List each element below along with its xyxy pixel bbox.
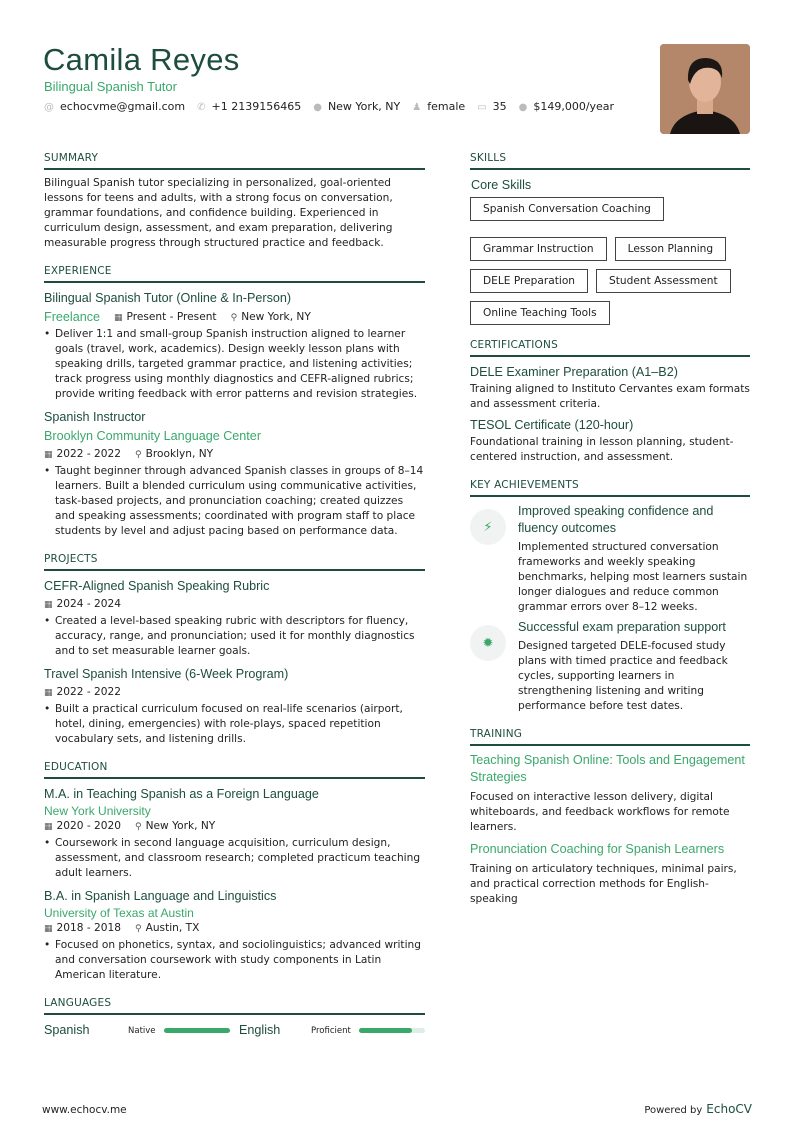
language-bar — [164, 1028, 230, 1033]
project-title: Travel Spanish Intensive (6-Week Program) — [44, 667, 289, 681]
section-heading: EDUCATION — [44, 761, 425, 779]
dates: 2022 - 2022 — [56, 448, 121, 460]
certifications-section: CERTIFICATIONS DELE Examiner Preparation (A1–B2) Training aligned to Instituto Cervantes exam formats and assessment criteria. TESOL Certificate (120-hour) Foundational training in lesson planning, student-centered instruction, and assessment. — [470, 339, 750, 463]
languages-section — [44, 997, 425, 1040]
skill-tag: Grammar Instruction — [470, 237, 607, 261]
contact-row — [44, 100, 614, 113]
section-heading: SKILLS — [470, 152, 750, 170]
profile-photo — [660, 44, 750, 134]
organization: Brooklyn Community Language Center — [44, 429, 262, 443]
skills-group: Core Skills — [471, 178, 532, 192]
calendar-icon: ▦ — [44, 924, 53, 934]
role: Spanish Instructor — [44, 410, 146, 424]
contact-age: ▭ 35 — [477, 100, 507, 113]
section-heading: LANGUAGES — [44, 997, 425, 1015]
footer-website[interactable]: www.echocv.me — [42, 1104, 127, 1116]
language-name: Spanish — [44, 1023, 90, 1037]
location-icon: ⚲ — [135, 924, 142, 934]
user-icon: ♟ — [412, 102, 422, 113]
dates: Present - Present — [126, 310, 217, 323]
contact-phone: ✆ +1 2139156465 — [197, 100, 302, 113]
gear-icon: ✹ — [470, 625, 506, 661]
brand-logo: EchoCV — [706, 1102, 752, 1116]
achievements-section — [470, 479, 750, 714]
section-heading: PROJECTS — [44, 553, 425, 571]
summary-text: Bilingual Spanish tutor specializing in personalized, goal-oriented lessons for teens and adults, with a strong focus on conversation, grammar foundations, and confidence building. Experienced in curriculum design, assessment, and exam preparation, delivering measurable progress through structured practice and feedback. — [44, 177, 393, 249]
education-section: EDUCATION M.A. in Teaching Spanish as a Foreign Language New York University ▦ 2020 - 2020 ⚲ New York, NY • Coursework in second language acquisition, curriculum design, assessment, and classroom research; completed practicum teaching adult learners. B.A. in Spanish Language and Linguistics University of Texas at Austin ▦ 2018 - 2018 ⚲ Austin, TX • Focused on phonetics, syntax, and sociolinguistics; advanced writing and conversation coursework with study components in Latin American literature. — [44, 761, 425, 983]
project-title: CEFR-Aligned Spanish Speaking Rubric — [44, 579, 270, 593]
calendar-icon: ▭ — [477, 102, 487, 113]
language-level: Proficient — [311, 1025, 351, 1036]
location: New York, NY — [241, 310, 311, 323]
language-bar — [359, 1028, 425, 1033]
bullet: Deliver 1:1 and small-group Spanish instruction aligned to learner goals (travel, work, academics). Design weekly lesson plans with speaking drills, targeted grammar practice, and listening activities; track progress using monthly diagnostics and CEFR-aligned rubrics; provide writing feedback with error patterns and revision strategies. — [55, 328, 418, 400]
achievement-item: ⚡ Improved speaking confidence and fluency outcomes Implemented structured conversation frameworks and weekly speaking benchmarks, helping most learners sustain longer dialogues and reduce common grammar errors over 8–12 weeks. — [470, 503, 750, 615]
candidate-name: Camila Reyes — [43, 42, 240, 77]
experience-item: Spanish Instructor Brooklyn Community Language Center ▦ 2022 - 2022 ⚲ Brooklyn, NY • Taught beginner through advanced Spanish classes in groups of 8–14 learners. Built a blended curriculum using communicative activities, task-based projects, and pronunciation coaching; created quizzes and speaking assessments; coordinated with program staff to place students by level and adjust pacing based on performance data. — [44, 410, 424, 537]
degree: B.A. in Spanish Language and Linguistics — [44, 889, 277, 903]
summary-section — [44, 152, 425, 251]
projects-section: PROJECTS CEFR-Aligned Spanish Speaking Rubric ▦ 2024 - 2024 • Created a level-based speaking rubric with descriptors for fluency, accuracy, range, and pronunciation; used it for monthly diagnostics and to set measurable learner goals. Travel Spanish Intensive (6-Week Program) ▦ 2022 - 2022 • Built a practical curriculum focused on real-life scenarios (airport, hotel, dining, emergencies) with role-plays, spaced repetition vocabulary sets, and listening drills. — [44, 553, 425, 747]
experience-section — [44, 265, 425, 539]
footer-powered: Powered by EchoCV — [644, 1102, 752, 1116]
calendar-icon: ▦ — [44, 688, 53, 698]
location: Brooklyn, NY — [145, 448, 214, 460]
at-icon: @ — [44, 102, 54, 113]
school: New York University — [44, 804, 151, 818]
training-section: TRAINING Teaching Spanish Online: Tools and Engagement Strategies Focused on interactive lesson delivery, digital whiteboards, and feedback workflows for remote learners. Pronunciation Coaching for Spanish Learners Training on articulatory techniques, minimal pairs, and practical correction methods for English-speaking — [470, 728, 750, 907]
skill-tag: Student Assessment — [596, 269, 731, 293]
contact-location: ● New York, NY — [313, 100, 401, 113]
language-level: Native — [128, 1025, 156, 1036]
degree: M.A. in Teaching Spanish as a Foreign Language — [44, 787, 319, 801]
location-icon: ⚲ — [135, 822, 142, 832]
organization: Freelance — [44, 310, 101, 324]
school: University of Texas at Austin — [44, 906, 194, 920]
section-heading: SUMMARY — [44, 152, 425, 170]
contact-email: @ echocvme@gmail.com — [44, 100, 186, 113]
bullet: Taught beginner through advanced Spanish classes in groups of 8–14 learners. Built a blended curriculum using communicative activities, task-based projects, and pronunciation coaching; created quizzes and speaking assessments; coordinated with program staff to place students by level and adjust pacing based on performance data. — [55, 465, 424, 537]
contact-gender: ♟ female — [412, 100, 466, 113]
bolt-icon: ⚡ — [470, 509, 506, 545]
skills-section — [470, 152, 750, 325]
section-heading: CERTIFICATIONS — [470, 339, 750, 357]
role: Bilingual Spanish Tutor (Online & In-Person) — [44, 291, 292, 305]
section-heading: KEY ACHIEVEMENTS — [470, 479, 750, 497]
language-name: English — [239, 1023, 281, 1037]
skill-tag: Spanish Conversation Coaching — [470, 197, 664, 221]
location-icon: ⚲ — [230, 312, 238, 323]
section-heading: EXPERIENCE — [44, 265, 425, 283]
calendar-icon: ▦ — [44, 600, 53, 610]
calendar-icon: ▦ — [114, 312, 123, 323]
achievement-item: ✹ Successful exam preparation support Designed targeted DELE-focused study plans with timed practice and feedback cycles, supporting learners in strengthening listening and writing performance before test dates. — [470, 619, 750, 714]
experience-item: Bilingual Spanish Tutor (Online & In-Person) Freelance ▦ Present - Present ⚲ New York, NY • Deliver 1:1 and small-group Spanish instruction aligned to learner goals (travel, work, academics). Design weekly lesson plans with speaking drills, targeted grammar practice, and listening activities; track progress using monthly diagnostics and CEFR-aligned rubrics; provide writing feedback with error patterns and revision strategies. — [44, 289, 425, 402]
money-icon: ● — [518, 102, 528, 113]
phone-icon: ✆ — [197, 102, 206, 113]
location-icon: ⚲ — [135, 450, 142, 460]
skill-tag: DELE Preparation — [470, 269, 588, 293]
calendar-icon: ▦ — [44, 822, 53, 832]
calendar-icon: ▦ — [44, 450, 53, 460]
job-title: Bilingual Spanish Tutor — [44, 79, 177, 94]
location-icon: ● — [313, 102, 322, 113]
section-heading: TRAINING — [470, 728, 750, 746]
contact-salary: ● $149,000/year — [518, 100, 615, 113]
skill-tag: Online Teaching Tools — [470, 301, 610, 325]
skill-tag: Lesson Planning — [615, 237, 726, 261]
